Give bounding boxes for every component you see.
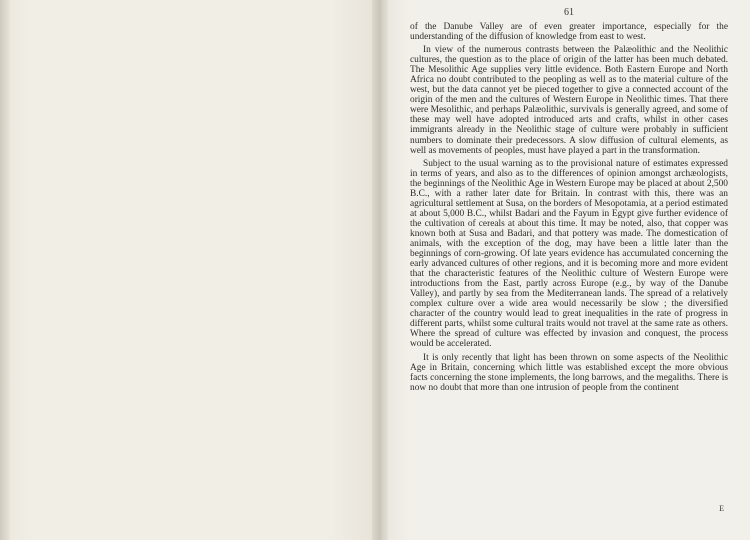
paragraph: In view of the numerous contrasts between the Palæolithic and the Neolithic cultures, the question as to the place of origin of the latter has been much debated. The Mesolithic Age supplies very little evidence. Both Eastern Europe and North Africa no doubt contributed to the peopling as well as to the material culture of the west, but the data cannot yet be pieced together to give a connected account of the origin of the men and the cultures of Western Europe in Neolithic times. That there were Mesolithic, and perhaps Palæolithic, survivals is generally agreed, and some of these may well have adopted introduced arts and crafts, whilst in other cases immigrants already in the Neolithic stage of culture were probably in sufficient numbers to dominate their predecessors. A slow diffusion of cultural elements, as well as movements of peoples, must have played a part in the transformation.	[410, 45, 728, 156]
paragraph: It is only recently that light has been thrown on some aspects of the Neolithic Age in Britain, concerning which little was established except the more obvious facts concerning the stone implements, the long barrows, and the megaliths. There is now no doubt that more than one intrusion of people from the continent	[410, 352, 728, 393]
paragraph-continuation: of the Danube Valley are of even greater importance, especially for the understanding of the diffusion of knowledge from east to west.	[410, 22, 728, 43]
body-text	[410, 22, 728, 396]
page-edge-shadow	[0, 0, 10, 540]
right-page	[388, 0, 750, 540]
paragraph: Subject to the usual warning as to the provisional nature of estimates expressed in terms of years, and also as to the differences of opinion amongst archæologists, the beginnings of the Neolithic Age in Western Europe may be placed at about 2,500 B.C., with a rather later date for Britain. In contrast with this, there was an agricultural settlement at Susa, on the borders of Mesopotamia, at a period estimated at about 5,000 B.C., whilst Badari and the Fayum in Egypt give further evidence of the cultivation of cereals at about this time. It may be noted, also, that copper was known both at Susa and Badari, and that pottery was made. The domestication of animals, with the exception of the dog, may have been a little later than the beginnings of corn-growing. Of late years evidence has accumulated concerning the early advanced cultures of other regions, and it is becoming more and more evident that the characteristic features of the Neolithic culture of Western Europe were introductions from the East, partly across Europe (e.g., by way of the Danube Valley), and partly by sea from the Mediterranean lands. The spread of a relatively complex culture over a wide area would necessarily be slow ; the diversified character of the country would lead to great inequalities in the rate of progress in different parts, whilst some cultural traits would not travel at the same rate as others. Where the spread of culture was effected by invasion and conquest, the process would be accelerated.	[410, 158, 728, 350]
signature-mark: E	[719, 504, 724, 513]
page-number: 61	[564, 7, 574, 18]
